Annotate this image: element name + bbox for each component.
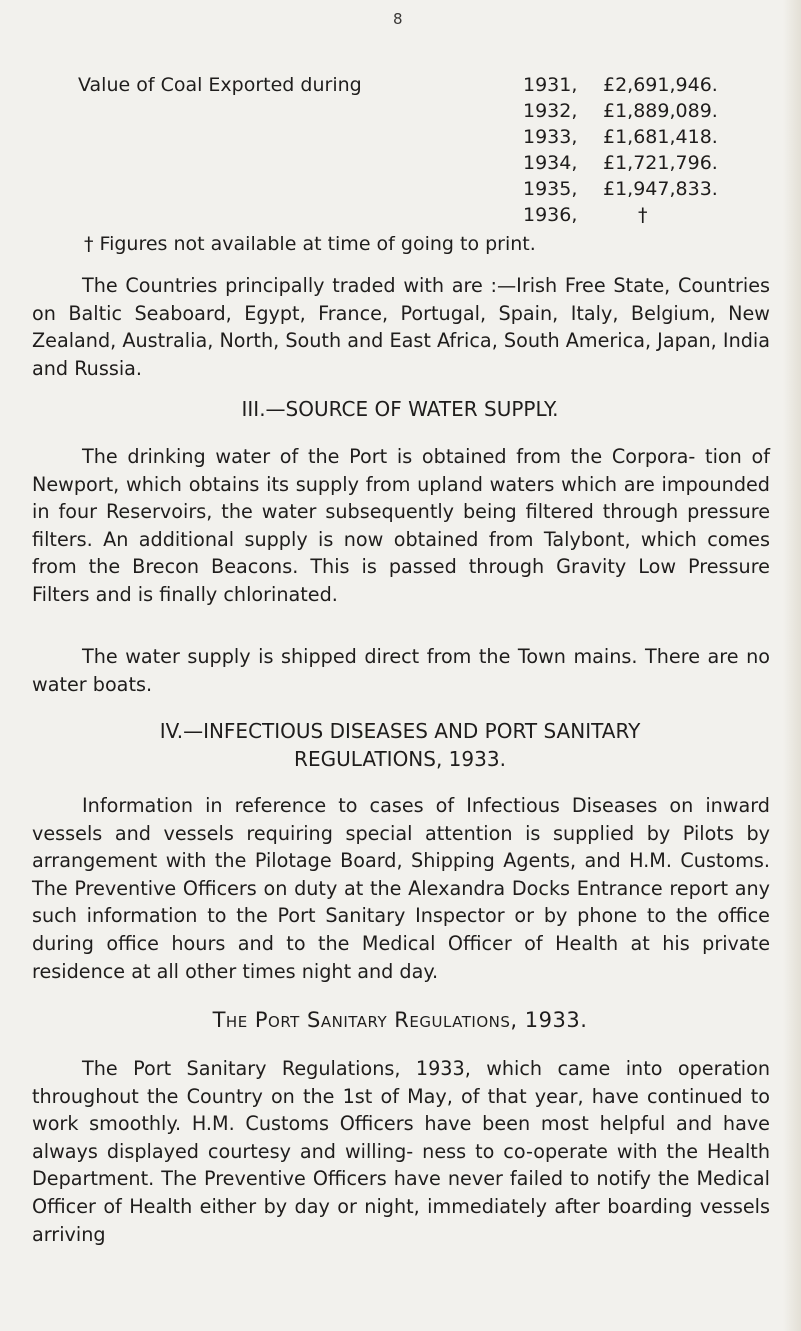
coal-value: £1,947,833. (603, 178, 718, 200)
coal-year: 1932, (523, 100, 578, 122)
coal-row-1935 (78, 176, 778, 202)
water-boats-paragraph: The water supply is shipped direct from the Town mains. There are no water boats. (32, 645, 770, 696)
coal-row-1932 (78, 98, 778, 124)
infectious-diseases-paragraph: Information in reference to cases of Infectious Diseases on inward vessels and vessels requiring special attention is supplied by Pilots by arrangement with the Pilotage Board, Shipping Agents, and H.M. Customs. The Preventive Officers on duty at the Alexandra Docks Entrance report any such information to the Port Sanitary Inspector or by phone to the office during office hours and to the Medical Officer of Health at his private residence at all other times night and day. (32, 794, 770, 983)
coal-year: 1935, (523, 178, 578, 200)
water-supply-paragraph: The drinking water of the Port is obtained from the Corpora- tion of Newport, which obtains its supply from upland waters which are impounded in four Reservoirs, the water subsequently being filtered through pressure filters. An additional supply is now obtained from Talybont, which comes from the Brecon Beacons. This is passed through Gravity Low Pressure Filters and is finally chlorinated. (32, 445, 770, 606)
section-heading-infectious-diseases-1: IV.—INFECTIOUS DISEASES AND PORT SANITARY (159, 719, 641, 743)
coal-value: £1,721,796. (603, 152, 718, 174)
countries-paragraph: The Countries principally traded with are :—Irish Free State, Countries on Baltic Seaboard, Egypt, France, Portugal, Spain, Italy, Belgium, New Zealand, Australia, North, South and East Africa, South America, Japan, India and Russia. (32, 274, 770, 380)
coal-row-1931 (78, 72, 778, 98)
page-edge-stain (783, 0, 801, 1331)
regulations-heading: The Port Sanitary Regulations, 1933. (212, 1008, 588, 1032)
coal-year: 1936, (523, 204, 578, 226)
coal-row-1933 (78, 124, 778, 150)
coal-year: 1934, (523, 152, 578, 174)
coal-row-1936 (78, 202, 778, 228)
coal-value: £2,691,946. (603, 74, 718, 96)
section-heading-infectious-diseases-2: REGULATIONS, 1933. (294, 747, 506, 771)
coal-value: £1,681,418. (603, 126, 718, 148)
coal-exports-label: Value of Coal Exported during (78, 74, 362, 96)
coal-year: 1931, (523, 74, 578, 96)
footnote: † Figures not available at time of going to print. (84, 233, 536, 255)
coal-value: £1,889,089. (603, 100, 718, 122)
coal-value-dagger: † (638, 204, 648, 226)
section-heading-water-supply: III.—SOURCE OF WATER SUPPLY. (241, 397, 559, 421)
coal-row-1934 (78, 150, 778, 176)
regulations-paragraph: The Port Sanitary Regulations, 1933, which came into operation throughout the Country on the 1st of May, of that year, have continued to work smoothly. H.M. Customs Officers have been most helpful and have always displayed courtesy and willing- ness to co-operate with the Health Department. The Preventive Officers have never failed to notify the Medical Officer of Health either by day or night, immediately after boarding vessels arriving (32, 1057, 770, 1246)
coal-year: 1933, (523, 126, 578, 148)
page-number: 8 (393, 10, 403, 28)
